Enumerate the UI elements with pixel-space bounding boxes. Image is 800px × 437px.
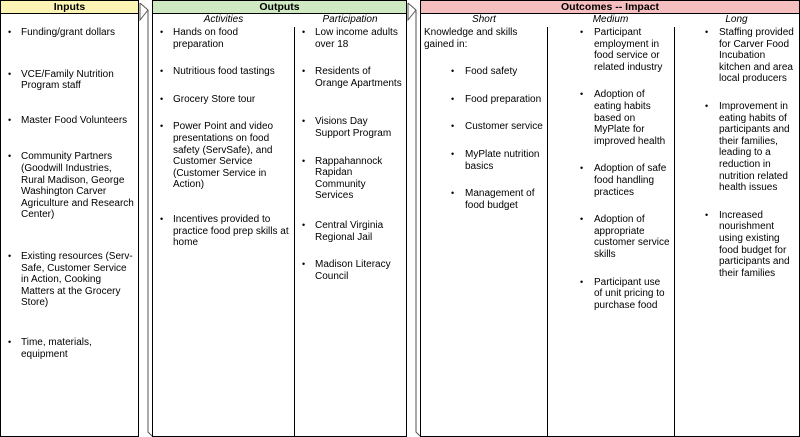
bullet-icon: • <box>302 259 306 270</box>
medium-label: Medium <box>592 14 629 25</box>
list-item <box>421 66 547 78</box>
list-item <box>153 214 294 249</box>
list-item <box>1 337 138 360</box>
list-item <box>1 251 138 309</box>
list-item-text: Customer service <box>465 121 543 133</box>
participation-list <box>295 27 406 282</box>
arrow-inputs-to-outputs-icon <box>139 0 153 437</box>
outputs-header: Outputs <box>153 1 406 14</box>
list-item <box>548 27 674 73</box>
bullet-icon: • <box>8 68 12 79</box>
bullet-icon: • <box>451 93 455 104</box>
bullet-icon: • <box>8 27 12 37</box>
bullet-icon: • <box>580 163 584 174</box>
bullet-icon: • <box>451 188 455 199</box>
list-item <box>548 277 674 312</box>
bullet-icon: • <box>302 27 306 37</box>
bullet-icon: • <box>302 116 306 127</box>
bullet-icon: • <box>580 89 584 100</box>
list-item <box>295 259 406 282</box>
list-item-text: Rappahannock Rapidan Community Services <box>315 155 383 202</box>
bullet-icon: • <box>8 336 12 347</box>
bullet-icon: • <box>580 27 584 37</box>
outcomes-panel <box>420 0 800 437</box>
list-item-text: Master Food Volunteers <box>21 114 128 126</box>
bullet-icon: • <box>705 27 709 37</box>
list-item-text: Time, materials, equipment <box>21 336 92 360</box>
list-item <box>548 163 674 198</box>
list-item <box>295 27 406 50</box>
list-item <box>548 214 674 260</box>
list-item-text: Adoption of eating habits based on MyPlate for improved health <box>594 89 666 147</box>
list-item-text: Madison Literacy Council <box>315 259 391 282</box>
list-item <box>548 89 674 147</box>
outputs-panel <box>152 0 407 437</box>
list-item <box>295 156 406 202</box>
list-item-text: Improvement in eating habits of participants and their families, leading to a reduction in nutrition related health issues <box>719 100 790 194</box>
list-item-text: Management of food budget <box>465 188 535 211</box>
list-item <box>675 101 799 194</box>
participation-label: Participation <box>322 14 378 25</box>
bullet-icon: • <box>580 214 584 225</box>
activities-list <box>153 27 294 249</box>
short-list <box>421 66 547 211</box>
list-item-text: Increased nourishment using existing food budget for participants and their families <box>719 209 790 279</box>
inputs-column <box>1 27 138 436</box>
list-item <box>1 27 138 39</box>
activities-label: Activities <box>203 14 244 25</box>
list-item-text: Participant use of unit pricing to purchase food <box>594 276 665 311</box>
medium-column <box>547 27 674 436</box>
list-item <box>675 27 799 85</box>
medium-list <box>548 27 674 311</box>
list-item-text: Participant employment in food service or related industry <box>594 27 663 73</box>
long-column <box>674 27 799 436</box>
bullet-icon: • <box>705 209 709 220</box>
bullet-icon: • <box>302 155 306 166</box>
bullet-icon: • <box>160 121 164 132</box>
list-item-text: Community Partners (Goodwill Industries, Rural Madison, George Washington Carver Agriculture and Research Center) <box>21 151 134 221</box>
outcomes-header: Outcomes -- Impact <box>421 1 799 14</box>
list-item-text: Adoption of appropriate customer service skills <box>594 214 670 260</box>
list-item <box>153 121 294 191</box>
bullet-icon: • <box>8 151 12 162</box>
list-item <box>1 69 138 92</box>
arrow-outputs-to-outcomes-icon <box>407 0 421 437</box>
list-item <box>1 151 138 221</box>
long-label: Long <box>725 14 748 25</box>
bullet-icon: • <box>451 66 455 77</box>
short-label: Short <box>472 14 496 25</box>
list-item <box>295 116 406 139</box>
list-item-text: Grocery Store tour <box>173 93 256 105</box>
bullet-icon: • <box>160 27 164 37</box>
list-item-text: VCE/Family Nutrition Program staff <box>21 68 114 92</box>
bullet-icon: • <box>451 121 455 132</box>
list-item <box>153 94 294 106</box>
list-item <box>153 66 294 78</box>
list-item-text: Visions Day Support Program <box>315 116 392 139</box>
list-item <box>295 220 406 243</box>
bullet-icon: • <box>302 219 306 230</box>
list-item <box>153 27 294 50</box>
list-item <box>421 121 547 133</box>
list-item <box>421 149 547 172</box>
list-item <box>421 188 547 211</box>
list-item <box>295 66 406 89</box>
participation-column <box>294 27 406 436</box>
bullet-icon: • <box>160 66 164 77</box>
bullet-icon: • <box>705 100 709 111</box>
list-item <box>421 94 547 106</box>
list-item-text: Incentives provided to practice food prep skills at home <box>173 213 289 249</box>
list-item-text: MyPlate nutrition basics <box>465 148 540 172</box>
bullet-icon: • <box>8 114 12 125</box>
list-item-text: Food safety <box>465 66 518 78</box>
bullet-icon: • <box>451 148 455 159</box>
inputs-panel <box>0 0 139 437</box>
list-item-text: Food preparation <box>465 93 542 105</box>
bullet-icon: • <box>302 66 306 77</box>
list-item <box>1 115 138 127</box>
bullet-icon: • <box>8 250 12 261</box>
activities-column <box>153 27 294 436</box>
list-item-text: Staffing provided for Carver Food Incubation kitchen and area local producers <box>719 27 794 85</box>
bullet-icon: • <box>580 276 584 287</box>
inputs-list <box>1 27 138 360</box>
bullet-icon: • <box>160 93 164 104</box>
short-column <box>421 27 547 436</box>
long-list <box>675 27 799 279</box>
list-item-text: Low income adults over 18 <box>315 27 398 50</box>
list-item-text: Nutritious food tastings <box>173 66 275 78</box>
short-intro: Knowledge and skills gained in: <box>424 27 518 50</box>
list-item-text: Hands on food preparation <box>173 27 239 50</box>
bullet-icon: • <box>160 213 164 224</box>
list-item-text: Central Virginia Regional Jail <box>315 219 384 243</box>
inputs-header: Inputs <box>1 1 138 14</box>
list-item-text: Residents of Orange Apartments <box>315 66 402 89</box>
list-item-text: Funding/grant dollars <box>21 27 115 38</box>
list-item-text: Power Point and video presentations on food safety (ServSafe), and Customer Service (Customer Service in Action) <box>173 121 274 191</box>
list-item-text: Existing resources (Serv-Safe, Customer Service in Action, Cooking Matters at the Grocery Store) <box>21 250 133 309</box>
list-item-text: Adoption of safe food handling practices <box>594 163 667 198</box>
list-item <box>675 210 799 280</box>
